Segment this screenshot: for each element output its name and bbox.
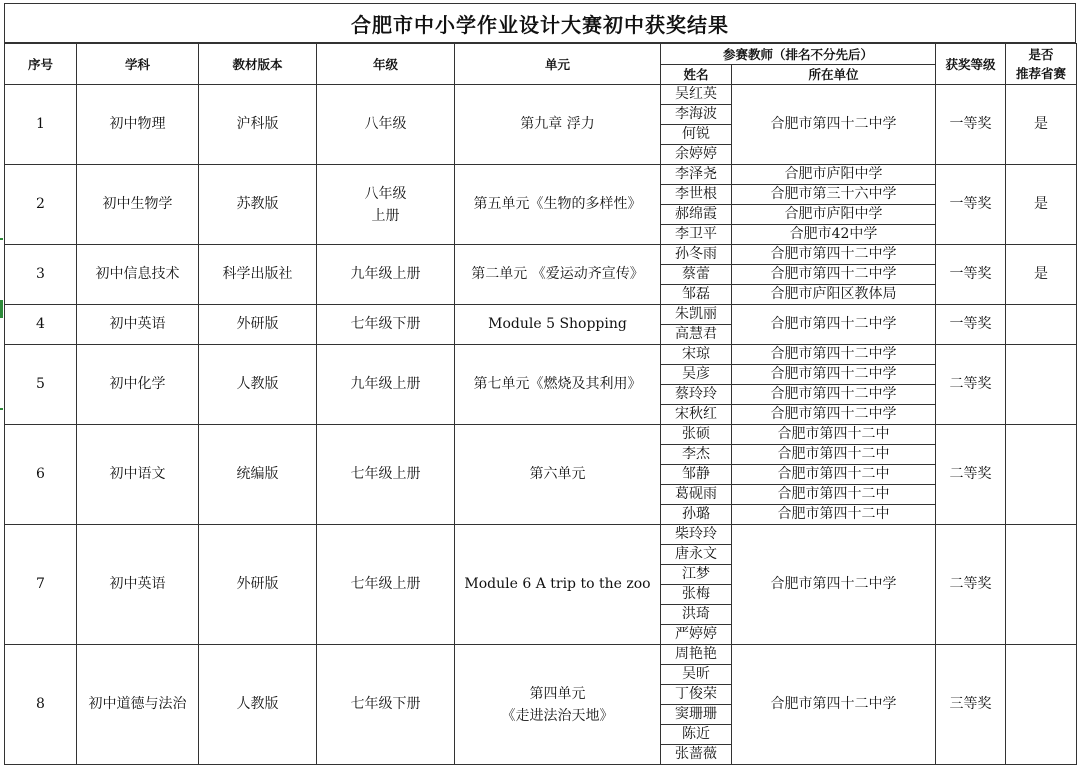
school-cell: 合肥市第三十六中学 [732, 185, 936, 205]
teacher-name-cell: 高慧君 [661, 325, 732, 345]
grade-cell: 七年级上册 [317, 525, 455, 645]
subject-cell: 初中信息技术 [77, 245, 199, 305]
recommend-cell [1006, 645, 1077, 765]
award-cell: 三等奖 [936, 645, 1006, 765]
teacher-name-cell: 余婷婷 [661, 145, 732, 165]
header-recommend-line1: 是否 [1028, 47, 1054, 62]
teacher-name-cell: 朱凯丽 [661, 305, 732, 325]
edition-cell: 科学出版社 [199, 245, 317, 305]
grade-cell: 七年级下册 [317, 305, 455, 345]
school-cell: 合肥市第四十二中学 [732, 525, 936, 645]
table-row [5, 425, 1077, 445]
school-cell: 合肥市第四十二中学 [732, 385, 936, 405]
teacher-name-cell: 吴彦 [661, 365, 732, 385]
school-cell: 合肥市第四十二中学 [732, 405, 936, 425]
school-cell: 合肥市第四十二中学 [732, 245, 936, 265]
teacher-name-cell: 邹静 [661, 465, 732, 485]
table-row [5, 85, 1077, 105]
teacher-name-cell: 陈近 [661, 725, 732, 745]
school-cell: 合肥市第四十二中学 [732, 305, 936, 345]
teacher-name-cell: 张梅 [661, 585, 732, 605]
teacher-name-cell: 吴昕 [661, 665, 732, 685]
grade-cell: 七年级上册 [317, 425, 455, 525]
recommend-cell: 是 [1006, 165, 1077, 245]
header-subject: 学科 [77, 44, 199, 85]
school-cell: 合肥市第四十二中 [732, 465, 936, 485]
results-sheet [4, 3, 1076, 763]
teacher-name-cell: 李海波 [661, 105, 732, 125]
index-cell: 4 [5, 305, 77, 345]
award-cell: 一等奖 [936, 165, 1006, 245]
unit-cell: 第六单元 [455, 425, 661, 525]
grade-line: 上册 [371, 207, 400, 224]
teacher-name-cell: 江梦 [661, 565, 732, 585]
table-row [5, 525, 1077, 545]
edition-cell: 统编版 [199, 425, 317, 525]
teacher-name-cell: 张蔷薇 [661, 745, 732, 765]
header-recommend [1006, 44, 1077, 85]
teacher-name-cell: 蔡玲玲 [661, 385, 732, 405]
edition-cell: 苏教版 [199, 165, 317, 245]
header-award: 获奖等级 [936, 44, 1006, 85]
teacher-name-cell: 郝绵霞 [661, 205, 732, 225]
edition-cell: 外研版 [199, 525, 317, 645]
teacher-name-cell: 李泽尧 [661, 165, 732, 185]
subject-cell: 初中道德与法治 [77, 645, 199, 765]
row-marker [0, 300, 3, 318]
award-cell: 二等奖 [936, 525, 1006, 645]
unit-line: 第四单元 [529, 685, 586, 702]
subject-cell: 初中英语 [77, 525, 199, 645]
results-table [4, 43, 1077, 765]
school-cell: 合肥市第四十二中 [732, 425, 936, 445]
table-row [5, 645, 1077, 665]
grade-cell [317, 165, 455, 245]
school-cell: 合肥市第四十二中学 [732, 645, 936, 765]
index-cell: 8 [5, 645, 77, 765]
unit-cell: 第九章 浮力 [455, 85, 661, 165]
school-cell: 合肥市庐阳中学 [732, 205, 936, 225]
grade-cell: 七年级下册 [317, 645, 455, 765]
edition-cell: 人教版 [199, 645, 317, 765]
unit-cell: 第二单元 《爱运动齐宣传》 [455, 245, 661, 305]
teacher-name-cell: 窦珊珊 [661, 705, 732, 725]
header-grade: 年级 [317, 44, 455, 85]
index-cell: 3 [5, 245, 77, 305]
edition-cell: 外研版 [199, 305, 317, 345]
award-cell: 一等奖 [936, 305, 1006, 345]
recommend-cell: 是 [1006, 245, 1077, 305]
teacher-name-cell: 李世根 [661, 185, 732, 205]
teacher-name-cell: 李卫平 [661, 225, 732, 245]
table-row [5, 305, 1077, 325]
school-cell: 合肥市第四十二中学 [732, 345, 936, 365]
teacher-name-cell: 吴红英 [661, 85, 732, 105]
recommend-cell [1006, 425, 1077, 525]
school-cell: 合肥市第四十二中学 [732, 265, 936, 285]
header-unit: 单元 [455, 44, 661, 85]
table-row [5, 345, 1077, 365]
teacher-name-cell: 李杰 [661, 445, 732, 465]
teacher-name-cell: 张硕 [661, 425, 732, 445]
award-cell: 一等奖 [936, 245, 1006, 305]
award-cell: 二等奖 [936, 345, 1006, 425]
school-cell: 合肥市第四十二中 [732, 445, 936, 465]
edition-cell: 人教版 [199, 345, 317, 425]
subject-cell: 初中英语 [77, 305, 199, 345]
index-cell: 1 [5, 85, 77, 165]
header-index: 序号 [5, 44, 77, 85]
grade-cell: 九年级上册 [317, 345, 455, 425]
recommend-cell [1006, 345, 1077, 425]
teacher-name-cell: 唐永文 [661, 545, 732, 565]
teacher-name-cell: 葛砚雨 [661, 485, 732, 505]
unit-cell: 第七单元《燃烧及其利用》 [455, 345, 661, 425]
header-recommend-line2: 推荐省赛 [1016, 66, 1067, 81]
award-cell: 一等奖 [936, 85, 1006, 165]
teacher-name-cell: 丁俊荣 [661, 685, 732, 705]
teacher-name-cell: 何锐 [661, 125, 732, 145]
unit-cell: 第五单元《生物的多样性》 [455, 165, 661, 245]
school-cell: 合肥市庐阳中学 [732, 165, 936, 185]
table-row [5, 245, 1077, 265]
header-teachers: 参赛教师（排名不分先后） [661, 44, 936, 65]
index-cell: 2 [5, 165, 77, 245]
grade-cell: 九年级上册 [317, 245, 455, 305]
teacher-name-cell: 宋秋红 [661, 405, 732, 425]
row-marker [0, 238, 3, 240]
subject-cell: 初中物理 [77, 85, 199, 165]
index-cell: 6 [5, 425, 77, 525]
teacher-name-cell: 柴玲玲 [661, 525, 732, 545]
teacher-name-cell: 孙冬雨 [661, 245, 732, 265]
subject-cell: 初中化学 [77, 345, 199, 425]
unit-line: 《走进法治天地》 [501, 707, 614, 724]
school-cell: 合肥市第四十二中学 [732, 365, 936, 385]
teacher-name-cell: 孙璐 [661, 505, 732, 525]
teacher-name-cell: 宋琼 [661, 345, 732, 365]
header-row [5, 44, 1077, 65]
school-cell: 合肥市庐阳区教体局 [732, 285, 936, 305]
school-cell: 合肥市第四十二中学 [732, 85, 936, 165]
recommend-cell [1006, 525, 1077, 645]
teacher-name-cell: 邹磊 [661, 285, 732, 305]
subject-cell: 初中生物学 [77, 165, 199, 245]
table-row [5, 165, 1077, 185]
teacher-name-cell: 严婷婷 [661, 625, 732, 645]
index-cell: 7 [5, 525, 77, 645]
unit-cell: Module 6 A trip to the zoo [455, 525, 661, 645]
grade-cell: 八年级 [317, 85, 455, 165]
school-cell: 合肥市第四十二中 [732, 505, 936, 525]
school-cell: 合肥市42中学 [732, 225, 936, 245]
teacher-name-cell: 蔡蕾 [661, 265, 732, 285]
teacher-name-cell: 周艳艳 [661, 645, 732, 665]
row-marker [0, 408, 3, 410]
header-school: 所在单位 [732, 65, 936, 85]
header-edition: 教材版本 [199, 44, 317, 85]
edition-cell: 沪科版 [199, 85, 317, 165]
unit-cell: Module 5 Shopping [455, 305, 661, 345]
unit-cell [455, 645, 661, 765]
grade-line: 八年级 [364, 185, 407, 202]
award-cell: 二等奖 [936, 425, 1006, 525]
recommend-cell: 是 [1006, 85, 1077, 165]
recommend-cell [1006, 305, 1077, 345]
teacher-name-cell: 洪琦 [661, 605, 732, 625]
school-cell: 合肥市第四十二中 [732, 485, 936, 505]
sheet-title: 合肥市中小学作业设计大赛初中获奖结果 [4, 3, 1076, 43]
header-name: 姓名 [661, 65, 732, 85]
index-cell: 5 [5, 345, 77, 425]
subject-cell: 初中语文 [77, 425, 199, 525]
